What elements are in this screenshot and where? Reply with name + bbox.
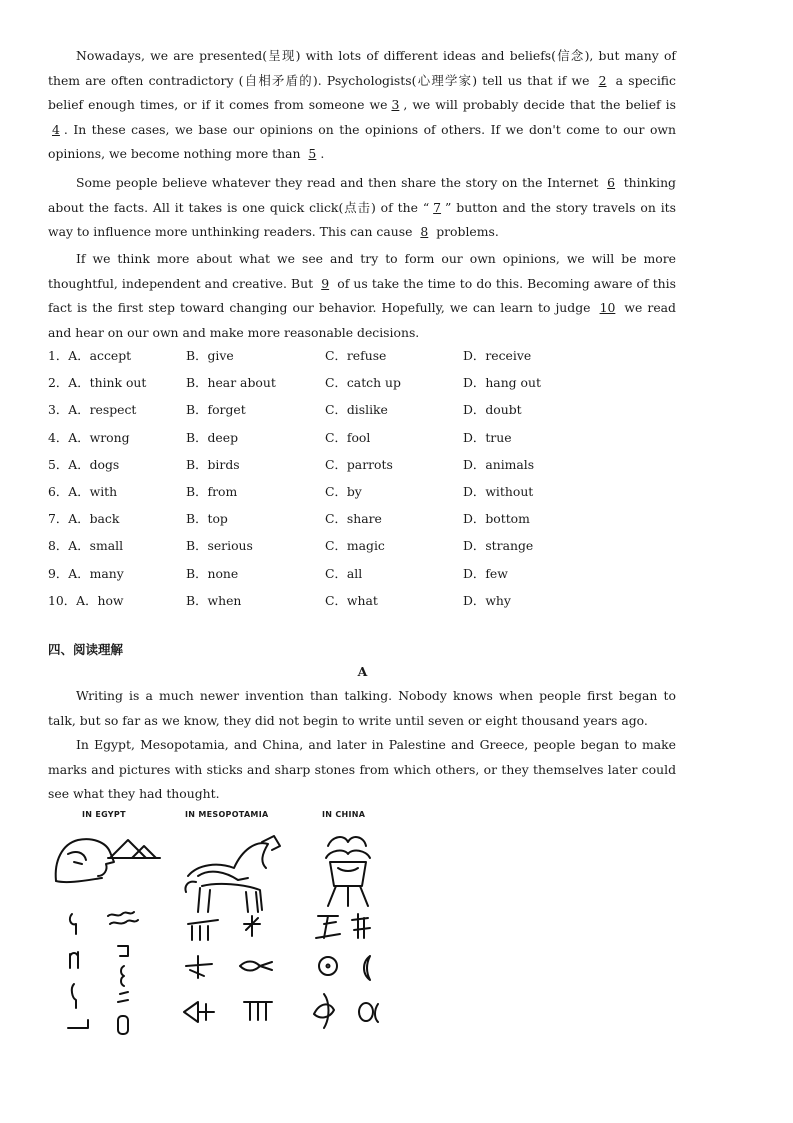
text-run: thinking about the facts. All it takes is one quick click(点击) of the “ <box>48 175 676 215</box>
label-china: IN CHINA <box>322 810 366 819</box>
option-a: 8．A．small <box>48 538 124 554</box>
option-d: D．animals <box>463 456 535 472</box>
option-b: B．from <box>186 483 238 499</box>
ritual-vessel-icon <box>326 837 370 906</box>
blank-10: 10 <box>599 300 616 315</box>
blank-4: 4 <box>52 121 60 137</box>
option-row <box>48 563 676 590</box>
label-mesopotamia: IN MESOPOTAMIA <box>185 810 269 819</box>
text-run: we read and hear on our own and make more reasonable decisions. <box>48 300 676 340</box>
option-c: C．by <box>325 483 362 499</box>
option-b: B．top <box>186 511 228 527</box>
option-b: B．none <box>186 565 239 581</box>
text-run: If we think more about what we see and try to form our own opinions, we will be more thoughtful, independent and creative. But <box>48 251 676 291</box>
option-b: B．deep <box>186 429 239 445</box>
option-c: C．all <box>325 565 363 581</box>
option-a: 5．A．dogs <box>48 456 120 472</box>
option-row <box>48 454 676 481</box>
text-run: , we will probably decide that the belief is <box>403 97 676 112</box>
sphinx-icon <box>56 839 114 882</box>
option-d: D．doubt <box>463 402 522 418</box>
cloze-paragraph-3 <box>48 247 676 345</box>
option-row <box>48 399 676 426</box>
option-c: C．fool <box>325 429 371 445</box>
winged-bull-icon <box>185 836 280 912</box>
option-row <box>48 535 676 562</box>
option-row <box>48 508 676 535</box>
option-d: D．why <box>463 592 511 608</box>
text-run: Some people believe whatever they read and then share the story on the Internet <box>76 175 604 190</box>
reading-paragraph-1: Writing is a much newer invention than talking. Nobody knows when people first began to talk, but so far as we know, they did not begin to write until seven or eight thousand years ago. <box>48 688 676 728</box>
blank-8: 8 <box>420 224 429 239</box>
label-egypt: IN EGYPT <box>82 810 126 819</box>
options-list <box>48 345 676 617</box>
passage-label: A <box>357 664 368 679</box>
option-a: 3．A．respect <box>48 402 137 418</box>
oracle-glyphs-icon <box>314 914 378 1028</box>
text-run: ” button and the story travels on its way to influence more unthinking readers. This can cause <box>48 199 676 239</box>
ancient-writing-figure <box>48 806 388 1046</box>
option-d: D．true <box>463 429 512 445</box>
blank-6: 6 <box>607 175 616 190</box>
text-run: of us take the time to do this. Becoming aware of this fact is the first step toward changing our behavior. Hopefully, we can learn to judge <box>48 275 676 315</box>
option-d: D．few <box>463 565 508 581</box>
option-row <box>48 481 676 508</box>
option-row <box>48 372 676 399</box>
option-c: C．refuse <box>325 348 387 363</box>
option-c: C．share <box>325 511 382 527</box>
option-d: D．without <box>463 483 534 499</box>
option-a: 9．A．many <box>48 565 124 581</box>
reading-paragraph-2: In Egypt, Mesopotamia, and China, and later in Palestine and Greece, people began to make marks and pictures with sticks and sharp stones from which others, or they themselves later could see what they had thought. <box>48 737 676 801</box>
text-run: Nowadays, we are presented(呈现) with lots of different ideas and beliefs(信念), but many of them are often contradictory (自相矛盾的). Psychologists(心理学家) tell us that if we <box>48 48 676 88</box>
option-b: B．birds <box>186 456 240 472</box>
option-d: D．hang out <box>463 375 541 391</box>
option-d: D．bottom <box>463 511 530 527</box>
option-c: C．parrots <box>325 456 393 472</box>
text-run: a specific belief enough times, or if it comes from someone we <box>48 72 676 112</box>
option-row <box>48 345 676 372</box>
option-b: B．serious <box>186 538 253 554</box>
egypt-glyphs-icon <box>68 912 138 1034</box>
option-b: B．give <box>186 348 234 363</box>
blank-3: 3 <box>391 97 400 112</box>
blank-9: 9 <box>321 275 330 291</box>
text-run: problems. <box>432 224 499 239</box>
glyph-drawings <box>48 806 388 1046</box>
option-c: C．dislike <box>325 402 388 418</box>
blank-7: 7 <box>433 199 442 215</box>
option-d: D．strange <box>463 538 534 554</box>
option-a: 7．A．back <box>48 511 120 527</box>
blank-2: 2 <box>598 72 607 88</box>
cloze-paragraph-1 <box>48 44 676 167</box>
option-a: 1．A．accept <box>48 348 132 363</box>
option-a: 10．A．how <box>48 592 124 608</box>
cuneiform-icon <box>184 916 272 1022</box>
option-row <box>48 590 676 617</box>
option-b: B．forget <box>186 402 246 418</box>
option-row <box>48 427 676 454</box>
blank-5: 5 <box>308 146 317 161</box>
cloze-paragraph-2 <box>48 171 676 245</box>
option-a: 4．A．wrong <box>48 429 130 445</box>
pyramids-icon <box>108 840 160 858</box>
option-a: 6．A．with <box>48 483 118 499</box>
option-d: D．receive <box>463 348 532 363</box>
option-b: B．when <box>186 592 242 608</box>
option-a: 2．A．think out <box>48 375 147 391</box>
option-b: B．hear about <box>186 375 276 391</box>
option-c: C．catch up <box>325 375 401 391</box>
text-run: . <box>320 146 325 161</box>
option-c: C．magic <box>325 538 385 554</box>
section-title: 四、阅读理解 <box>48 642 124 657</box>
option-c: C．what <box>325 592 378 608</box>
text-run: . In these cases, we base our opinions on the opinions of others. If we don't come to our own opinions, we become nothing more than <box>48 121 676 161</box>
